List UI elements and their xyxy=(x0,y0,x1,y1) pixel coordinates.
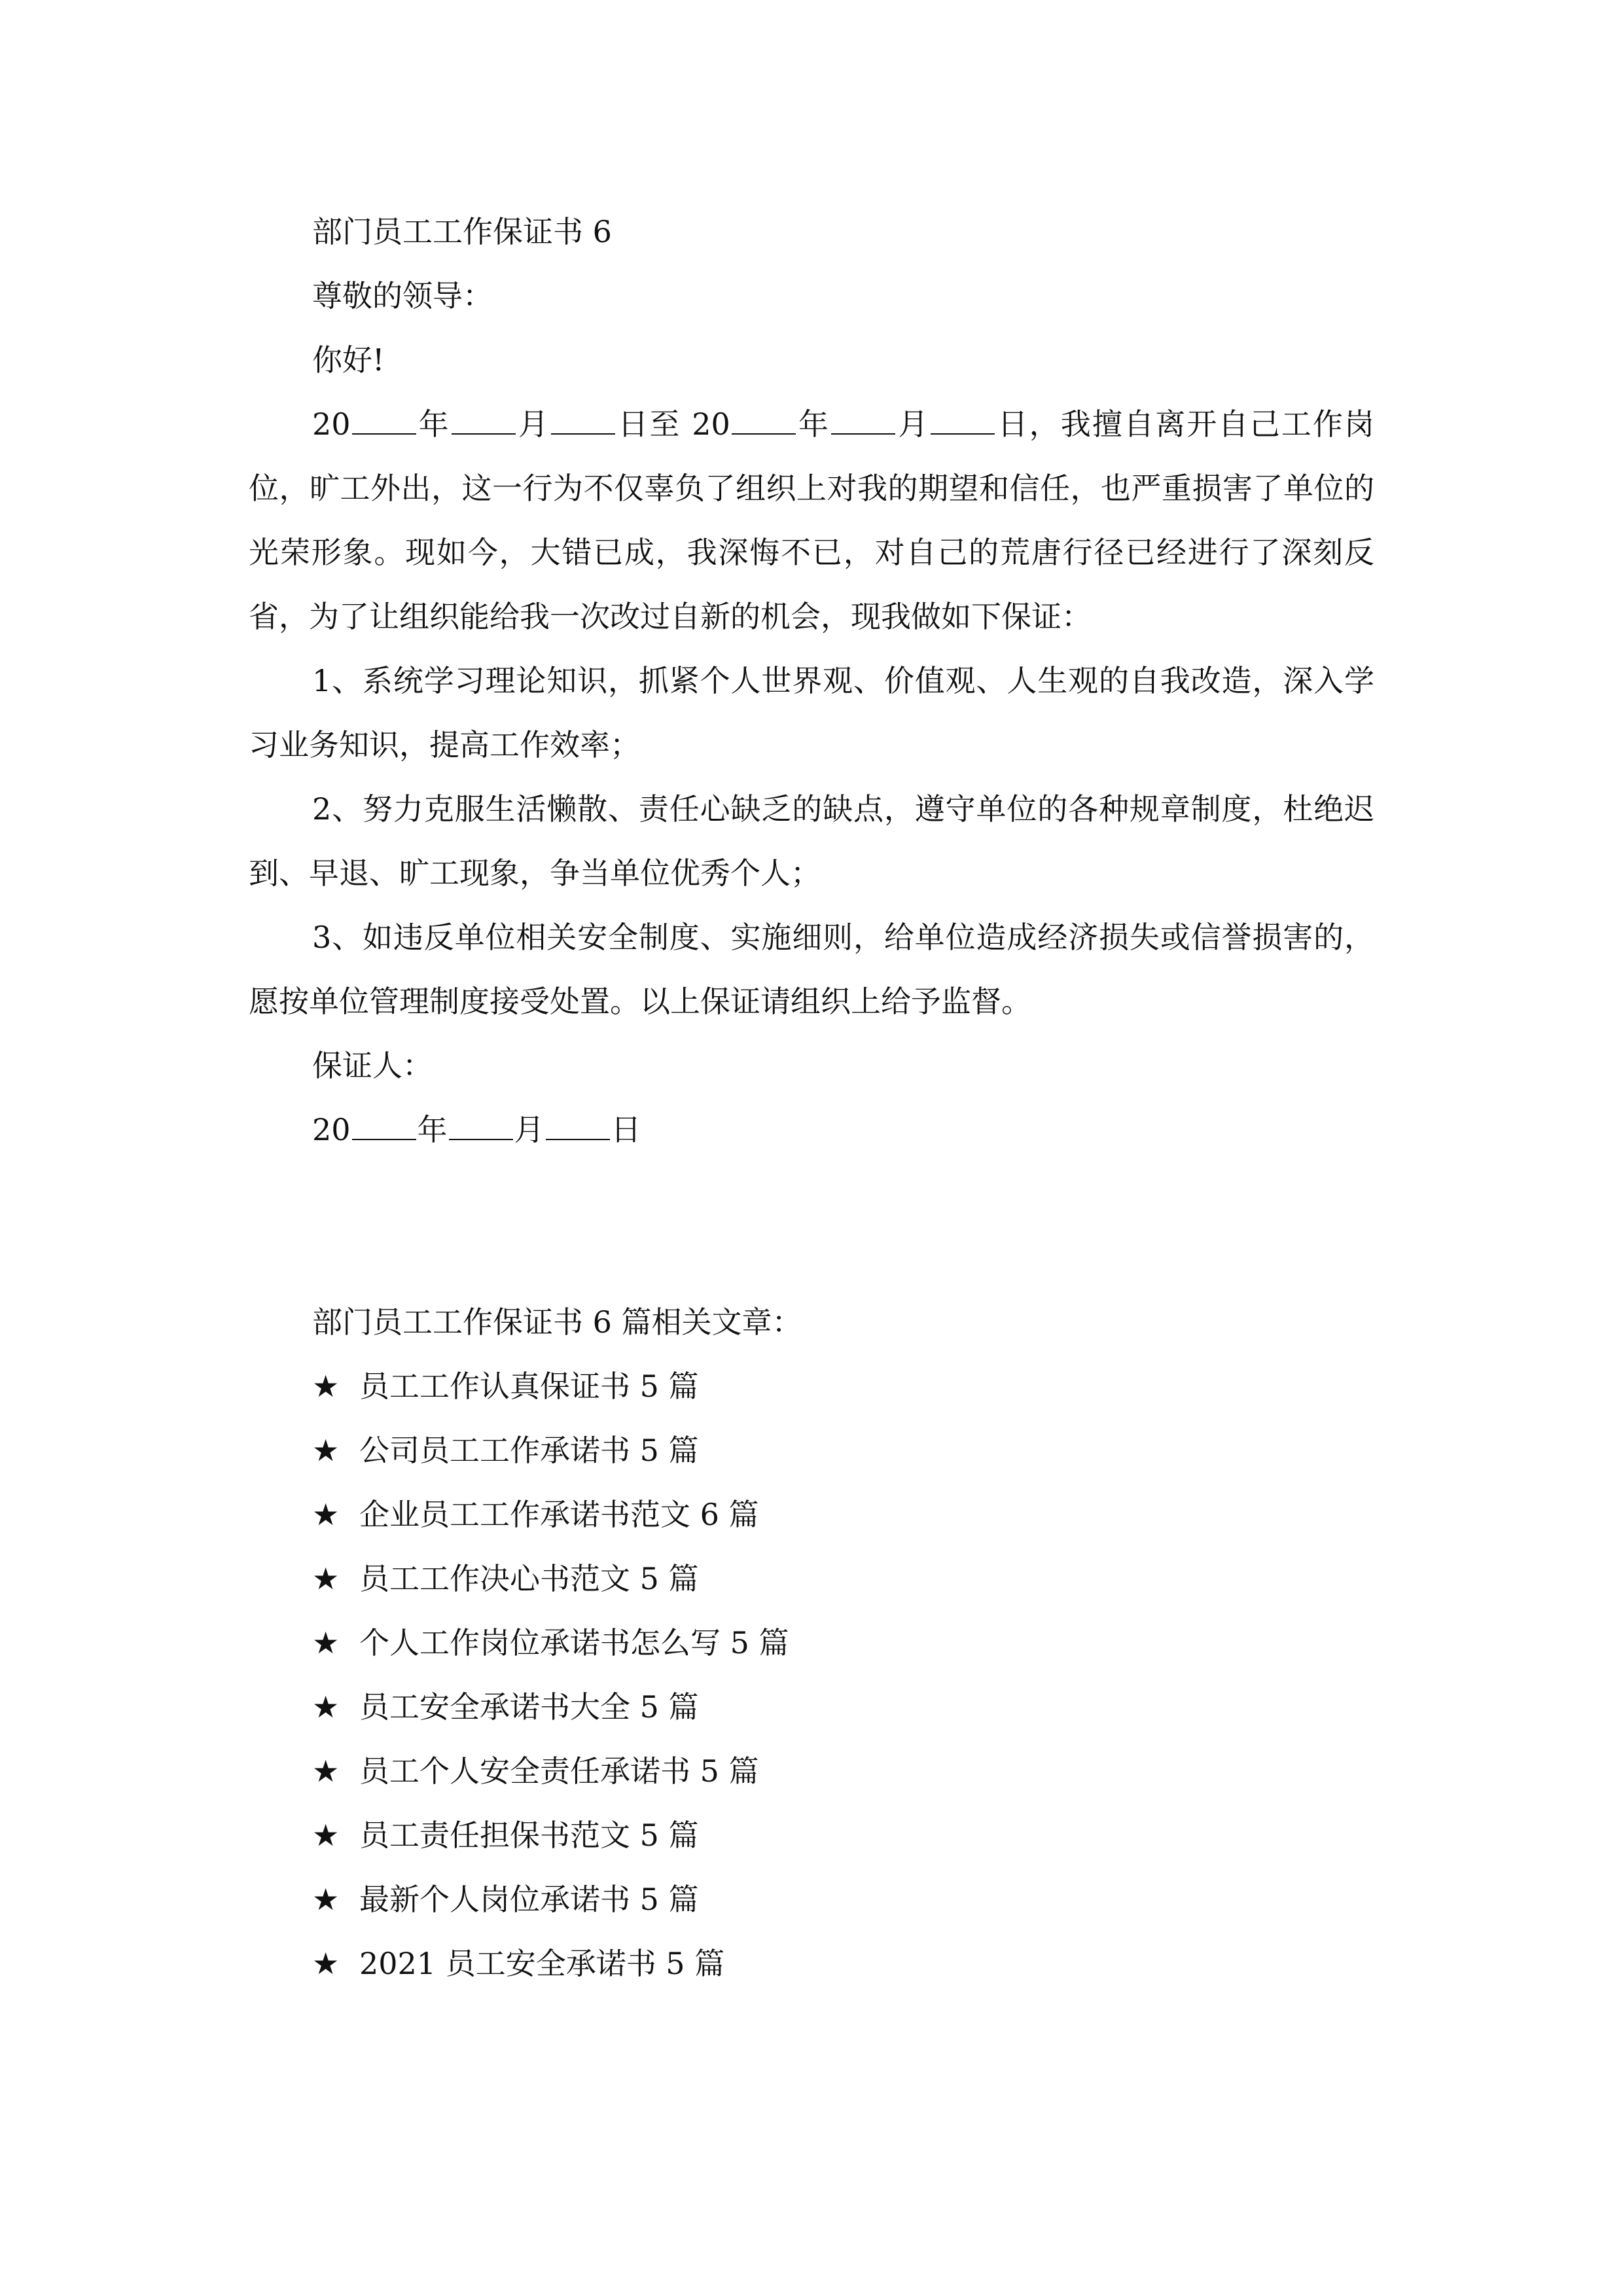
sign-date-day: 日 xyxy=(611,1112,641,1147)
related-link-item[interactable] xyxy=(249,1931,1374,1996)
star-icon: ★ xyxy=(312,1433,340,1468)
star-icon: ★ xyxy=(312,1946,340,1981)
related-link-item[interactable] xyxy=(249,1418,1374,1482)
related-link-item[interactable] xyxy=(249,1482,1374,1547)
related-link-item[interactable] xyxy=(249,1611,1374,1675)
blank-year-2 xyxy=(732,406,796,435)
date-day-to: 日至 20 xyxy=(616,406,730,442)
related-link-text[interactable]: 企业员工工作承诺书范文 6 篇 xyxy=(359,1497,759,1532)
date-day-2: 日，我擅自离开自己工作岗 xyxy=(996,406,1375,442)
related-link-text[interactable]: 2021 员工安全承诺书 5 篇 xyxy=(359,1946,725,1981)
greeting: 你好! xyxy=(312,342,385,378)
date-year: 年 xyxy=(417,406,450,442)
blank-day-2 xyxy=(931,406,995,435)
related-link-text[interactable]: 员工安全承诺书大全 5 篇 xyxy=(359,1689,699,1725)
related-link-text[interactable]: 最新个人岗位承诺书 5 篇 xyxy=(359,1882,699,1917)
blank-month-2 xyxy=(831,406,895,435)
sign-date xyxy=(249,1098,1374,1162)
pledge-item-3: 3、如违反单位相关安全制度、实施细则，给单位造成经济损失或信誉损害的，愿按单位管理制度接受处置。以上保证请组织上给予监督。 xyxy=(249,920,1374,1019)
pledge-item-1: 1、系统学习理论知识，抓紧个人世界观、价值观、人生观的自我改造，深入学习业务知识，提高工作效率； xyxy=(249,663,1374,762)
salutation: 尊敬的领导： xyxy=(312,278,493,314)
blank-day xyxy=(551,406,615,435)
star-icon: ★ xyxy=(312,1753,340,1789)
sign-date-month: 月 xyxy=(514,1112,544,1147)
sign-blank-month xyxy=(449,1112,513,1140)
sign-date-prefix: 20 xyxy=(312,1112,351,1147)
related-heading: 部门员工工作保证书 6 篇相关文章： xyxy=(312,1304,802,1340)
star-icon: ★ xyxy=(312,1369,340,1404)
star-icon: ★ xyxy=(312,1689,340,1725)
date-month: 月 xyxy=(516,406,550,442)
signer-label: 保证人： xyxy=(312,1048,433,1083)
related-link-text[interactable]: 员工工作决心书范文 5 篇 xyxy=(359,1561,699,1596)
related-links-list xyxy=(249,1354,1374,1996)
star-icon: ★ xyxy=(312,1818,340,1853)
related-link-item[interactable] xyxy=(249,1675,1374,1739)
star-icon: ★ xyxy=(312,1625,340,1660)
sign-blank-year xyxy=(352,1112,416,1140)
date-prefix: 20 xyxy=(312,406,351,442)
sign-date-year: 年 xyxy=(417,1112,448,1147)
related-link-text[interactable]: 员工个人安全责任承诺书 5 篇 xyxy=(359,1753,759,1789)
related-link-text[interactable]: 员工责任担保书范文 5 篇 xyxy=(359,1818,699,1853)
paragraph-1 xyxy=(249,392,1374,649)
sign-blank-day xyxy=(546,1112,610,1140)
document-content xyxy=(249,200,1374,1996)
related-link-text[interactable]: 个人工作岗位承诺书怎么写 5 篇 xyxy=(359,1625,789,1660)
blank-month xyxy=(452,406,516,435)
section-gap xyxy=(249,1162,1374,1290)
star-icon: ★ xyxy=(312,1882,340,1917)
related-link-item[interactable] xyxy=(249,1739,1374,1803)
related-link-item[interactable] xyxy=(249,1803,1374,1867)
blank-year xyxy=(352,406,416,435)
related-link-item[interactable] xyxy=(249,1547,1374,1611)
date-month-2: 月 xyxy=(897,406,930,442)
paragraph-1-text: 位，旷工外出，这一行为不仅辜负了组织上对我的期望和信任，也严重损害了单位的光荣形象。现如今，大错已成，我深悔不已，对自己的荒唐行径已经进行了深刻反省，为了让组织能给我一次改过自新的机会，现我做如下保证： xyxy=(249,471,1374,634)
related-link-text[interactable]: 公司员工工作承诺书 5 篇 xyxy=(359,1433,699,1468)
document-title: 部门员工工作保证书 6 xyxy=(312,214,612,249)
related-link-item[interactable] xyxy=(249,1867,1374,1931)
related-link-text[interactable]: 员工工作认真保证书 5 篇 xyxy=(359,1369,699,1404)
related-link-item[interactable] xyxy=(249,1354,1374,1418)
star-icon: ★ xyxy=(312,1561,340,1596)
star-icon: ★ xyxy=(312,1497,340,1532)
date-year-2: 年 xyxy=(796,406,830,442)
pledge-item-2: 2、努力克服生活懒散、责任心缺乏的缺点，遵守单位的各种规章制度，杜绝迟到、早退、旷工现象，争当单位优秀个人； xyxy=(249,791,1374,891)
